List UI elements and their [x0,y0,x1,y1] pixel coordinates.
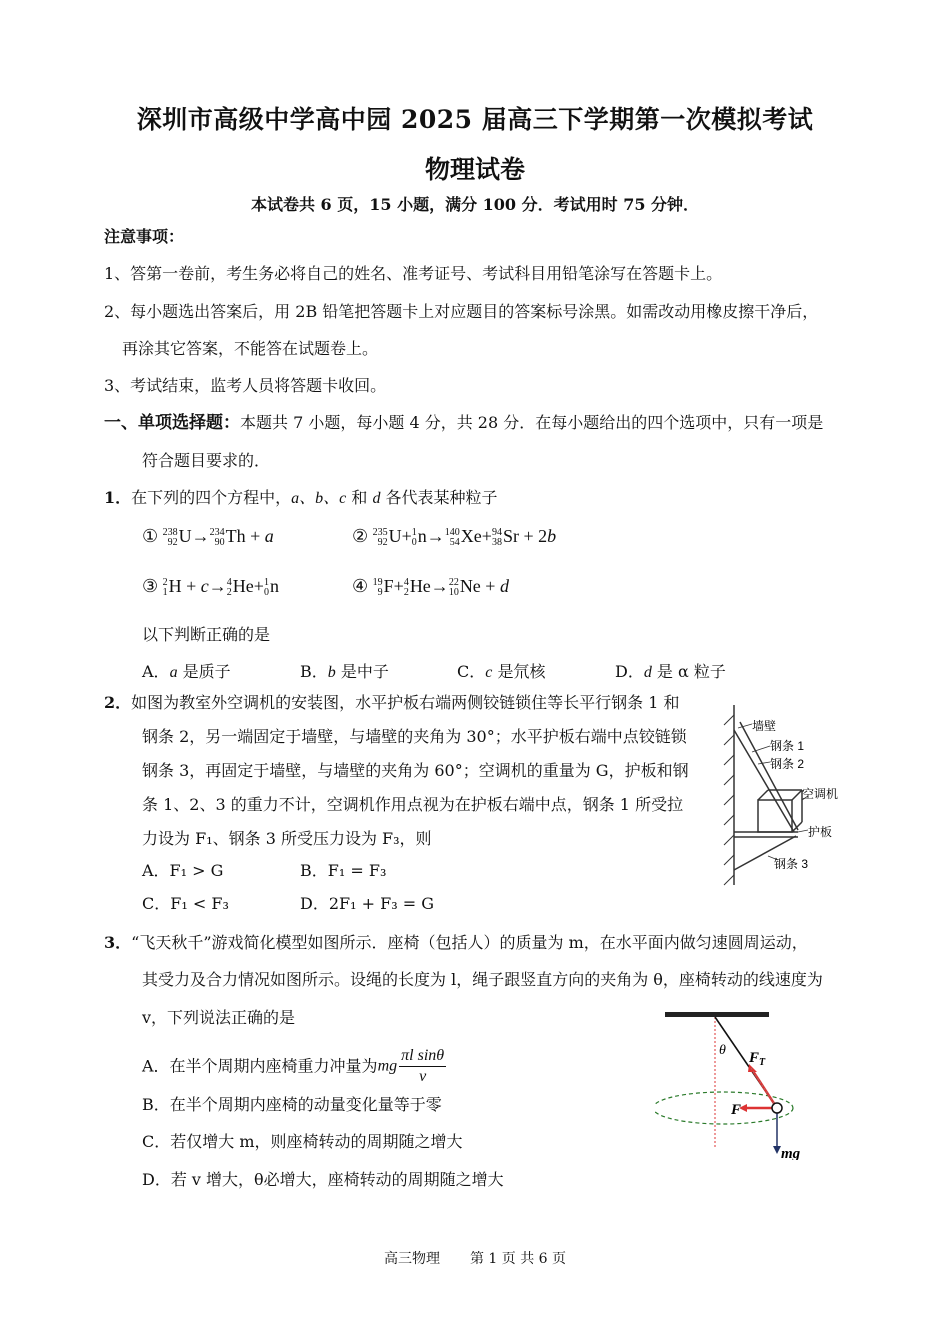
label-bar-3: 钢条 3 [774,857,809,871]
notice-item-1: 1、答第一卷前，考生务必将自己的姓名、准考证号、考试科目用铅笔涂写在答题卡上。 [104,264,723,283]
q1-option-b [300,662,389,683]
q3-option-b: B．在半个周期内座椅的动量变化量等于零 [142,1095,442,1114]
label-air-conditioner: 空调机 [802,787,839,801]
q3-option-a-text: A．在半个周期内座椅重力冲量为 [142,1056,378,1076]
q2-option-b: B．F₁ = F₃ [300,861,387,880]
section-1-desc-cont: 符合题目要求的． [142,451,271,470]
q2-line-2: 钢条 2，另一端固定于墙壁，与墙壁的夹角为 30°；水平护板右端中点铰链锁 [142,727,687,746]
notice-item-2: 2、每小题选出答案后，用 2B 铅笔把答题卡上对应题目的答案标号涂黑。如需改动用橡皮擦干净后， [104,302,819,321]
q1-stem-d: d [372,490,381,507]
label-mg: mg [781,1146,800,1160]
q1-option-a-text: 是质子 [177,662,231,681]
label-f: F [731,1102,742,1118]
q3-option-d: D．若 v 增大，θ必增大，座椅转动的周期随之增大 [142,1170,504,1189]
label-theta: θ [719,1043,726,1058]
q3-line-3: v，下列说法正确的是 [142,1008,296,1027]
q1-option-a [142,662,231,683]
ceiling-bar [665,1012,769,1017]
q1-option-d-text: 是 α 粒子 [651,662,726,681]
q1-stem [104,488,498,509]
q3-line-2: 其受力及合力情况如图所示。设绳的长度为 l，绳子跟竖直方向的夹角为 θ，座椅转动的线速度为 [142,970,823,989]
q3-option-a [142,1046,446,1086]
label-bar-1: 钢条 1 [770,739,805,753]
q3-line-1-text: “飞天秋千”游戏简化模型如图所示．座椅（包括人）的质量为 m，在水平面内做匀速圆周运动， [131,933,808,952]
q3-line-1 [104,933,808,953]
label-wall: 墙壁 [752,719,777,733]
q1-option-b-label: B． [300,662,328,681]
q1-option-d-label: D． [615,662,644,681]
q3-option-a-fraction [399,1046,446,1087]
q1-option-a-var: a [169,664,178,681]
notice-item-3: 3、考试结束，监考人员将答题卡收回。 [104,376,387,395]
q1-stem-and: 和 [346,488,373,507]
section-1-label: 一、单项选择题： [104,413,240,433]
q2-number: 2． [104,693,132,712]
q1-eq2-num: ② [352,526,369,546]
q1-equation-2: ② 235 92 U+ 1 0 n→ 140 54 Xe+ 94 38 Sr + 2b [352,526,557,548]
air-conditioner-box [758,800,792,832]
label-bar-2: 钢条 2 [770,757,805,771]
q1-number: 1． [104,488,132,507]
exam-subtitle: 物理试卷 [424,155,525,184]
exam-info: 本试卷共 6 页，15 小题，满分 100 分．考试用时 75 分钟． [250,195,700,214]
q1-option-c-label: C． [457,662,486,681]
q1-equation-4: ④ 19 9 F+ 4 2 He→ 22 10 Ne + d [352,576,509,598]
q1-stem-vars: a、b、c [291,490,347,507]
q3-option-c: C．若仅增大 m，则座椅转动的周期随之增大 [142,1132,463,1151]
footer-page-number: 第 1 页 共 6 页 [469,1251,567,1267]
q1-prompt: 以下判断正确的是 [142,625,271,644]
q1-option-b-var: b [327,664,336,681]
q3-swing-figure [655,1008,800,1160]
q1-stem-post: 各代表某种粒子 [380,488,498,507]
q2-option-c: C．F₁ < F₃ [142,894,229,913]
notice-item-2-cont: 再涂其它答案，不能答在试题卷上。 [122,339,379,358]
q2-option-a: A．F₁ > G [142,861,224,880]
q1-option-c [457,662,545,683]
section-1-desc: 本题共 7 小题，每小题 4 分，共 28 分．在每小题给出的四个选项中，只有一项是 [240,413,824,432]
footer-subject: 高三物理 [383,1251,440,1267]
q2-line-5: 力设为 F₁、钢条 3 所受压力设为 F₃，则 [142,829,432,848]
seat-ball [772,1103,782,1113]
label-plate: 护板 [808,825,833,839]
q1-option-d-var: d [643,664,652,681]
section-1-header [104,413,823,433]
label-ft: F [749,1050,760,1066]
q3-option-a-denominator: v [419,1068,427,1085]
q2-line-1-text: 如图为教室外空调机的安装图，水平护板右端两侧铰链锁住等长平行钢条 1 和 [131,693,680,712]
label-ft-sub: T [759,1057,766,1068]
q1-stem-pre: 在下列的四个方程中， [131,488,292,507]
q2-option-d: D．2F₁ + F₃ = G [300,894,434,913]
wall-hatch [724,715,734,885]
q3-number: 3． [104,933,132,952]
q1-option-c-text: 是氘核 [492,662,546,681]
q1-eq1-num: ① [142,526,159,546]
q1-eq4-num: ④ [352,576,369,596]
q2-line-4: 条 1、2、3 的重力不计，空调机作用点视为在护板右端中点，钢条 1 所受拉 [142,795,684,814]
q3-option-a-mg: mg [377,1057,398,1075]
q1-option-d [615,662,726,683]
q2-line-3: 钢条 3，再固定于墙壁，与墙壁的夹角为 60°；空调机的重量为 G，护板和钢 [142,761,689,780]
q1-equation-3: ③ 2 1 H + c→ 4 2 He+ 1 0 n [142,576,279,598]
q1-option-b-text: 是中子 [335,662,389,681]
q1-equation-1: ① 238 92 U→ 234 90 Th + a [142,526,274,548]
notice-heading: 注意事项： [104,227,185,246]
q2-aircon-figure [712,700,862,890]
page-footer [0,1248,950,1268]
q1-option-c-var: c [485,664,493,681]
q2-line-1 [104,693,680,713]
q1-option-a-label: A． [142,662,170,681]
gravity-arrowhead [773,1146,781,1154]
q1-eq3-num: ③ [142,576,159,596]
exam-title: 深圳市高级中学高中园 2025 届高三下学期第一次模拟考试 [136,105,814,134]
q3-option-a-numerator: πl sinθ [399,1046,446,1067]
